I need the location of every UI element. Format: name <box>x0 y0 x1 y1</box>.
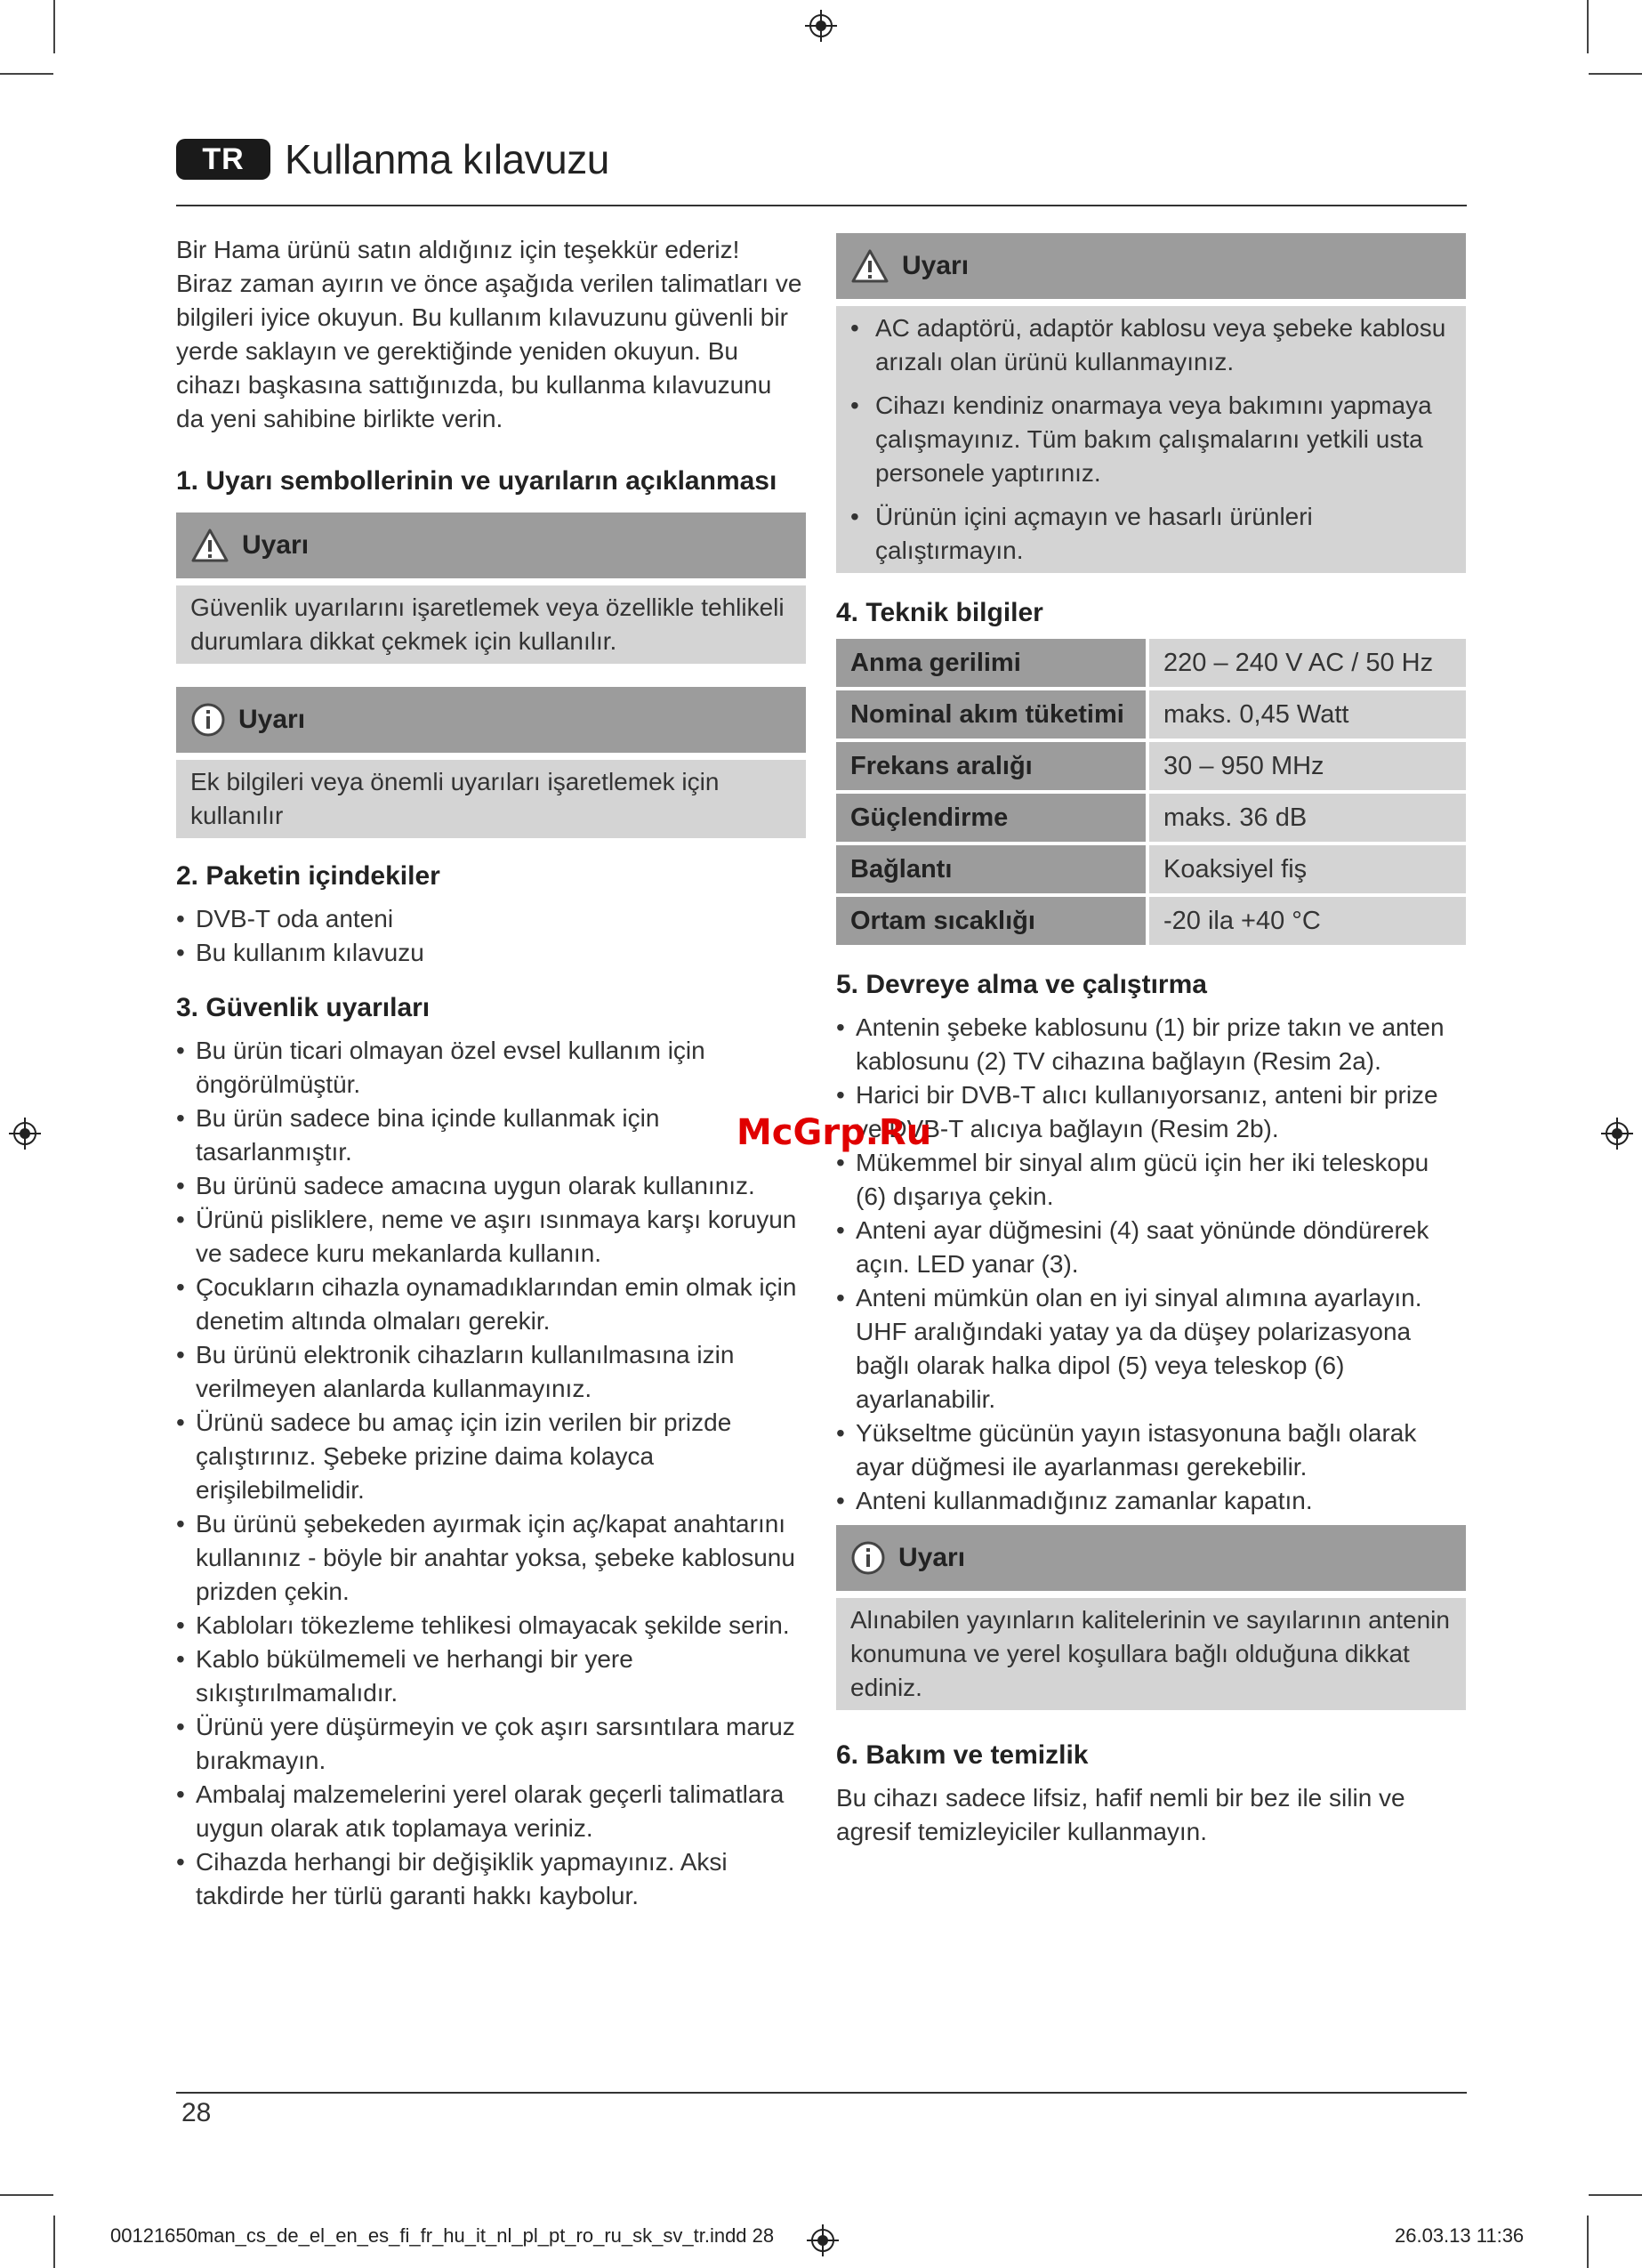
spec-key: Bağlantı <box>836 845 1149 893</box>
list-item: • Bu ürünü elektronik cihazların kullanılmasına izin verilmeyen alanlarda kullanmayınız. <box>176 1338 806 1406</box>
registration-mark-icon <box>1601 1118 1633 1150</box>
warning-triangle-icon <box>190 528 229 563</box>
warning-list <box>850 311 1452 568</box>
warning-legend-header <box>176 513 806 578</box>
crop-mark <box>1589 73 1642 75</box>
list-item: • Yükseltme gücünün yayın istasyonuna bağlı olarak ayar düğmesi ile ayarlanması gerekebilir. <box>836 1416 1466 1484</box>
note-box-label: Uyarı <box>898 1543 966 1572</box>
list-item: • Bu ürün sadece bina içinde kullanmak için tasarlanmıştır. <box>176 1102 806 1169</box>
print-slug-filename: 00121650man_cs_de_el_en_es_fi_fr_hu_it_nl_pl_pt_ro_ru_sk_sv_tr.indd 28 <box>110 2224 775 2247</box>
right-column <box>836 233 1466 1849</box>
spec-key: Ortam sıcaklığı <box>836 897 1149 945</box>
list-item: • DVB-T oda anteni <box>176 902 806 936</box>
section-title-symbols: 1. Uyarı sembollerinin ve uyarıların açıklanması <box>176 466 777 496</box>
language-badge: TR <box>176 139 270 180</box>
section-title-operation: 5. Devreye alma ve çalıştırma <box>836 970 1207 999</box>
spec-value: maks. 36 dB <box>1149 794 1466 842</box>
footer-divider <box>176 2092 1467 2094</box>
info-icon <box>850 1540 886 1576</box>
crop-mark <box>0 2194 53 2196</box>
table-row <box>836 639 1466 687</box>
table-row <box>836 742 1466 790</box>
contents-list <box>176 902 806 970</box>
list-item: • Antenin şebeke kablosunu (1) bir prize takın ve anten kablosunu (2) TV cihazına bağlayın (Resim 2a). <box>836 1011 1466 1078</box>
section-title-safety: 3. Güvenlik uyarıları <box>176 993 431 1022</box>
crop-mark <box>53 0 55 53</box>
list-item: • Ürünün içini açmayın ve hasarlı ürünleri çalıştırmayın. <box>850 500 1452 568</box>
list-item: • Mükemmel bir sinyal alım gücü için her iki teleskopu (6) dışarıya çekin. <box>836 1146 1466 1214</box>
spec-value: maks. 0,45 Watt <box>1149 690 1466 739</box>
section-title-care: 6. Bakım ve temizlik <box>836 1740 1089 1770</box>
info-legend-text: Ek bilgileri veya önemli uyarıları işaretlemek için kullanılır <box>176 760 806 838</box>
list-item: • Çocukların cihazla oynamadıklarından emin olmak için denetim altında olmaları gerekir. <box>176 1271 806 1338</box>
spec-value: Koaksiyel fiş <box>1149 845 1466 893</box>
crop-mark <box>1587 0 1589 53</box>
crop-mark <box>1587 2216 1589 2268</box>
watermark: McGrp.Ru <box>736 1112 932 1153</box>
table-row <box>836 845 1466 893</box>
page-number: 28 <box>181 2098 212 2127</box>
intro-paragraph: Biraz zaman ayırın ve önce aşağıda verilen talimatları ve bilgileri iyice okuyun. Bu kullanım kılavuzunu güvenli bir yerde saklayın ve gerektiğinde yeniden okuyun. Bu cihazı başkasına sattığınızda, bu kullanma kılavuzunu da yeni sahibine birlikte verin. <box>176 270 802 432</box>
list-item: • Bu kullanım kılavuzu <box>176 936 806 970</box>
list-item: • Ambalaj malzemelerini yerel olarak geçerli talimatlara uygun olarak atık toplamaya veriniz. <box>176 1778 806 1845</box>
table-row <box>836 897 1466 945</box>
table-row <box>836 794 1466 842</box>
warning-box <box>836 233 1466 573</box>
list-item: • Anteni mümkün olan en iyi sinyal alımına ayarlayın. UHF aralığındaki yatay ya da düşey polarizasyona bağlı olarak halka dipol (5) veya teleskop (6) ayarlanabilir. <box>836 1281 1466 1416</box>
registration-mark-icon <box>807 2224 839 2256</box>
list-item: • Bu ürün ticari olmayan özel evsel kullanım için öngörülmüştür. <box>176 1034 806 1102</box>
tech-spec-table <box>836 635 1466 948</box>
info-legend-header <box>176 687 806 753</box>
note-box-header <box>836 1525 1466 1591</box>
list-item: • Cihazda herhangi bir değişiklik yapmayınız. Aksi takdirde her türlü garanti hakkı kaybolur. <box>176 1845 806 1913</box>
spec-key: Güçlendirme <box>836 794 1149 842</box>
crop-mark <box>1589 2194 1642 2196</box>
left-column <box>176 233 806 1913</box>
print-slug-date: 26.03.13 11:36 <box>1395 2224 1525 2247</box>
list-item: • Ürünü pisliklere, neme ve aşırı ısınmaya karşı koruyun ve sadece kuru mekanlarda kullanın. <box>176 1203 806 1271</box>
registration-mark-icon <box>9 1118 41 1150</box>
intro-thanks: Bir Hama ürünü satın aldığınız için teşekkür ederiz! <box>176 236 740 263</box>
list-item: • Anteni ayar düğmesini (4) saat yönünde döndürerek açın. LED yanar (3). <box>836 1214 1466 1281</box>
info-legend-box <box>176 687 806 838</box>
safety-list <box>176 1034 806 1913</box>
list-item: • Cihazı kendiniz onarmaya veya bakımını yapmaya çalışmayınız. Tüm bakım çalışmalarını yetkili usta personele yaptırınız. <box>850 389 1452 490</box>
section-title-contents: 2. Paketin içindekiler <box>176 861 440 891</box>
warning-box-header <box>836 233 1466 299</box>
note-box <box>836 1525 1466 1710</box>
warning-legend-box <box>176 513 806 664</box>
section-title-tech: 4. Teknik bilgiler <box>836 598 1043 627</box>
list-item: • Harici bir DVB-T alıcı kullanıyorsanız, anteni bir prize ve DVB-T alıcıya bağlayın (Resim 2b). <box>836 1078 1466 1146</box>
crop-mark <box>53 2216 55 2268</box>
list-item: • Kablo bükülmemeli ve herhangi bir yere sıkıştırılmamalıdır. <box>176 1642 806 1710</box>
page-header <box>176 135 1467 206</box>
spec-key: Frekans aralığı <box>836 742 1149 790</box>
care-text: Bu cihazı sadece lifsiz, hafif nemli bir bez ile silin ve agresif temizleyiciler kullanmayın. <box>836 1784 1405 1845</box>
list-item: • Bu ürünü sadece amacına uygun olarak kullanınız. <box>176 1169 806 1203</box>
list-item: • Ürünü sadece bu amaç için izin verilen bir prizde çalıştırınız. Şebeke prizine daima kolayca erişilebilmelidir. <box>176 1406 806 1507</box>
table-row <box>836 690 1466 739</box>
operation-list <box>836 1011 1466 1518</box>
list-item: • AC adaptörü, adaptör kablosu veya şebeke kablosu arızalı olan ürünü kullanmayınız. <box>850 311 1452 379</box>
warning-box-label: Uyarı <box>902 251 970 280</box>
list-item: • Bu ürünü şebekeden ayırmak için aç/kapat anahtarını kullanınız - böyle bir anahtar yoksa, şebeke kablosunu prizden çekin. <box>176 1507 806 1609</box>
spec-key: Nominal akım tüketimi <box>836 690 1149 739</box>
spec-key: Anma gerilimi <box>836 639 1149 687</box>
spec-value: 30 – 950 MHz <box>1149 742 1466 790</box>
intro-text <box>176 233 806 436</box>
warning-legend-text: Güvenlik uyarılarını işaretlemek veya özellikle tehlikeli durumlara dikkat çekmek için kullanılır. <box>176 585 806 664</box>
page-title: Kullanma kılavuzu <box>285 136 609 182</box>
spec-value: -20 ila +40 °C <box>1149 897 1466 945</box>
warning-triangle-icon <box>850 248 889 284</box>
warning-box-body <box>836 306 1466 573</box>
spec-value: 220 – 240 V AC / 50 Hz <box>1149 639 1466 687</box>
list-item: • Anteni kullanmadığınız zamanlar kapatın. <box>836 1484 1466 1518</box>
crop-mark <box>0 73 53 75</box>
warning-legend-label: Uyarı <box>242 530 310 560</box>
info-icon <box>190 702 226 738</box>
registration-mark-icon <box>805 10 837 42</box>
list-item: • Kabloları tökezleme tehlikesi olmayacak şekilde serin. <box>176 1609 806 1642</box>
list-item: • Ürünü yere düşürmeyin ve çok aşırı sarsıntılara maruz bırakmayın. <box>176 1710 806 1778</box>
info-legend-label: Uyarı <box>238 705 306 734</box>
note-box-text: Alınabilen yayınların kalitelerinin ve sayılarının antenin konumuna ve yerel koşullara bağlı olduğuna dikkat ediniz. <box>836 1598 1466 1710</box>
